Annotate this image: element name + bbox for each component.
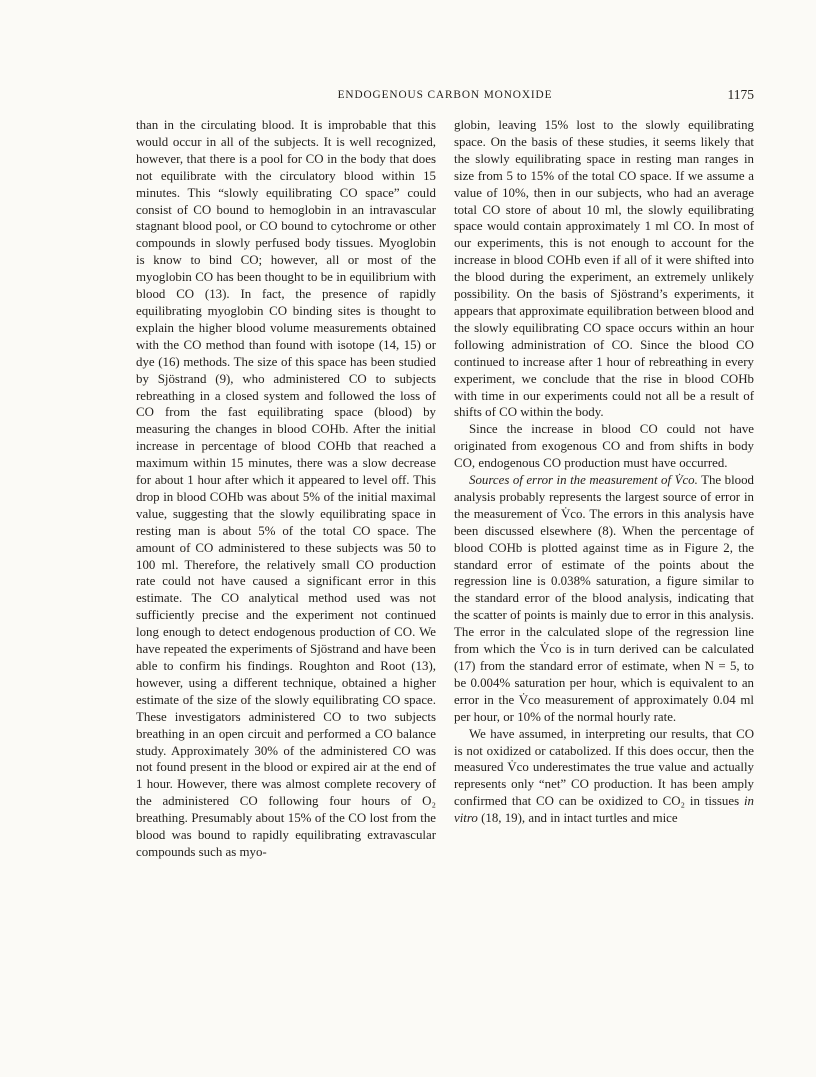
- section-lead-italic: Sources of error in the measurement of V̇co.: [469, 473, 698, 488]
- page-header: [136, 87, 754, 105]
- paragraph-text: (18, 19), and in intact turtles and mice: [477, 811, 678, 826]
- paragraph: globin, leaving 15% lost to the slowly equilibrating space. On the basis of these studies, it seems likely that the slowly equilibrating space in resting man ranges in size from 5 to 15% of the total CO space. If we assume a value of 10%, then in our subjects, who had an average total CO store of about 10 ml, the slowly equilibrating space would contain approximately 1 ml CO. In most of our experiments, this is not enough to account for the increase in blood COHb even if all of it were shifted into the blood during the experiment, an extremely unlikely possibility. On the basis of Sjöstrand’s experiments, it appears that approximate equilibration between blood and the slowly equilibrating CO space occurs within an hour following administration of CO. Since the blood CO continued to increase after 1 hour of rebreathing in every experiment, we conclude that the rise in blood COHb with time in our experiments could not all be a result of shifts of CO within the body.: [454, 118, 754, 420]
- paragraph: than in the circulating blood. It is improbable that this would occur in all of the subjects. It is well recognized, however, that there is a pool for CO in the body that does not equilibrate with the circulatory blood within 15 minutes. This “slowly equilibrating CO space” could consist of CO bound to hemoglobin in an intravascular stagnant blood pool, or CO bound to cytochrome or other compounds in slowly perfused body tissues. Myoglobin is know to bind CO; however, all or most of the myoglobin CO has been thought to be in equilibrium with blood CO (13). In fact, the presence of rapidly equilibrating myoglobin CO binding sites is thought to explain the higher blood volume measurements obtained with the CO method than found with isotope (14, 15) or dye (16) methods. The size of this space has been studied by Sjöstrand (9), who administered CO to subjects rebreathing in a closed system and followed the loss of CO from the fast equilibrating space (blood) by measuring the changes in blood COHb. After the initial increase in percentage of blood COHb that reached a maximum within 15 minutes, there was a slow decrease for about 1 hour after which it appeared to level off. This drop in blood COHb was about 5% of the initial maximal value, suggesting that the slowly equilibrating space in resting man is about 5% of the total CO space. The amount of CO administered to these subjects was 50 to 100 ml. Therefore, the relatively small CO production rate could not have caused a significant error in this estimate. The CO analytical method used was not sufficiently precise and the experiment not continued long enough to detect endogenous production of CO. We have repeated the experiments of Sjöstrand and have been able to confirm his findings. Roughton and Root (13), however, using a different technique, obtained a higher estimate of the size of the slowly equilibrating CO space. These investigators administered CO to two subjects breathing in an open circuit and performed a CO balance study. Approximately 30% of the administered CO was not found present in the blood or expired air at the end of 1 hour. However, there was almost complete recovery of the administered CO following four hours of O₂ breathing. Presumably about 15% of the CO lost from the blood was bound to rapidly equilibrating extravascular compounds such as myo-: [136, 118, 436, 859]
- paragraph: [454, 472, 754, 726]
- right-column: [454, 117, 754, 861]
- left-column: [136, 117, 436, 861]
- page-number: 1175: [727, 87, 754, 102]
- text-columns: [136, 117, 754, 861]
- paragraph-text: We have assumed, in interpreting our results, that CO is not oxidized or catabolized. If this does occur, then the measured V̇co underestimates the true value and actually represents only “net” CO production. It has been amply confirmed that CO can be oxidized to CO₂ in tissues: [454, 726, 754, 809]
- paragraph-text: The blood analysis probably represents the largest source of error in the measurement of V̇co. The errors in this analysis have been discussed elsewhere (8). When the percentage of blood COHb is plotted against time as in Figure 2, the standard error of estimate of the points about the regression line is 0.038% saturation, a figure similar to the standard error of the blood analysis, indicating that the scatter of points is mainly due to error in this analysis. The error in the calculated slope of the regression line from which the V̇co is in turn derived can be calculated (17) from the standard error of estimate, when N = 5, to be 0.004% saturation per hour, which is equivalent to an error in the V̇co measurement of approximately 0.04 ml per hour, or 10% of the normal hourly rate.: [454, 473, 754, 724]
- italic-phrase: in vitro: [454, 794, 754, 826]
- paragraph: Since the increase in blood CO could not have originated from exogenous CO and from shifts in body CO, endogenous CO production must have occurred.: [454, 422, 754, 471]
- paragraph: [454, 726, 754, 827]
- running-title: ENDOGENOUS CARBON MONOXIDE: [337, 89, 553, 101]
